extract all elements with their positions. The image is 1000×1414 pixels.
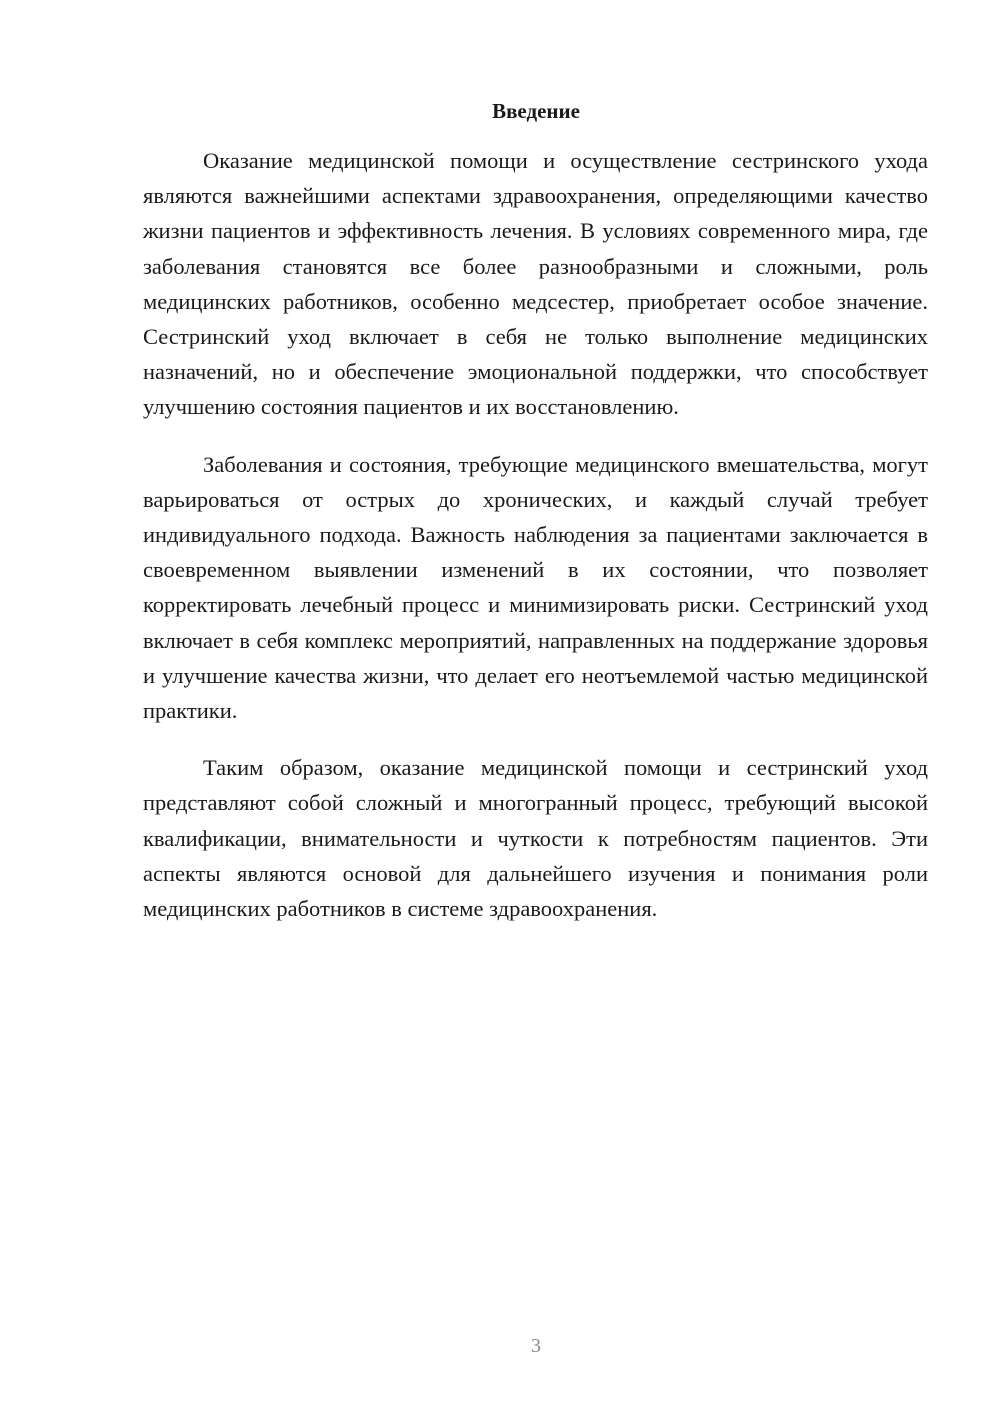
page-title: Введение [492,99,580,123]
paragraph-2: Заболевания и состояния, требующие медицинского вмешательства, могут варьироваться от острых до хронических, и каждый случай требует индивидуального подхода. Важность наблюдения за пациентами заключается в своевременном выявлении изменений в их состоянии, что позволяет корректировать лечебный процесс и минимизировать риски. Сестринский уход включает в себя комплекс мероприятий, направленных на поддержание здоровья и улучшение качества жизни, что делает его неотъемлемой частью медицинской практики. [143,451,928,724]
document-body [143,143,928,948]
paragraph-1: Оказание медицинской помощи и осуществление сестринского ухода являются важнейшими аспектами здравоохранения, определяющими качество жизни пациентов и эффективность лечения. В условиях современного мира, где заболевания становятся все более разнообразными и сложными, роль медицинских работников, особенно медсестер, приобретает особое значение. Сестринский уход включает в себя не только выполнение медицинских назначений, но и обеспечение эмоциональной поддержки, что способствует улучшению состояния пациентов и их восстановлению. [143,148,928,420]
page-number: 3 [531,1335,541,1357]
paragraph-3: Таким образом, оказание медицинской помощи и сестринский уход представляют собой сложный и многогранный процесс, требующий высокой квалификации, внимательности и чуткости к потребностям пациентов. Эти аспекты являются основой для дальнейшего изучения и понимания роли медицинских работников в системе здравоохранения. [143,755,928,922]
